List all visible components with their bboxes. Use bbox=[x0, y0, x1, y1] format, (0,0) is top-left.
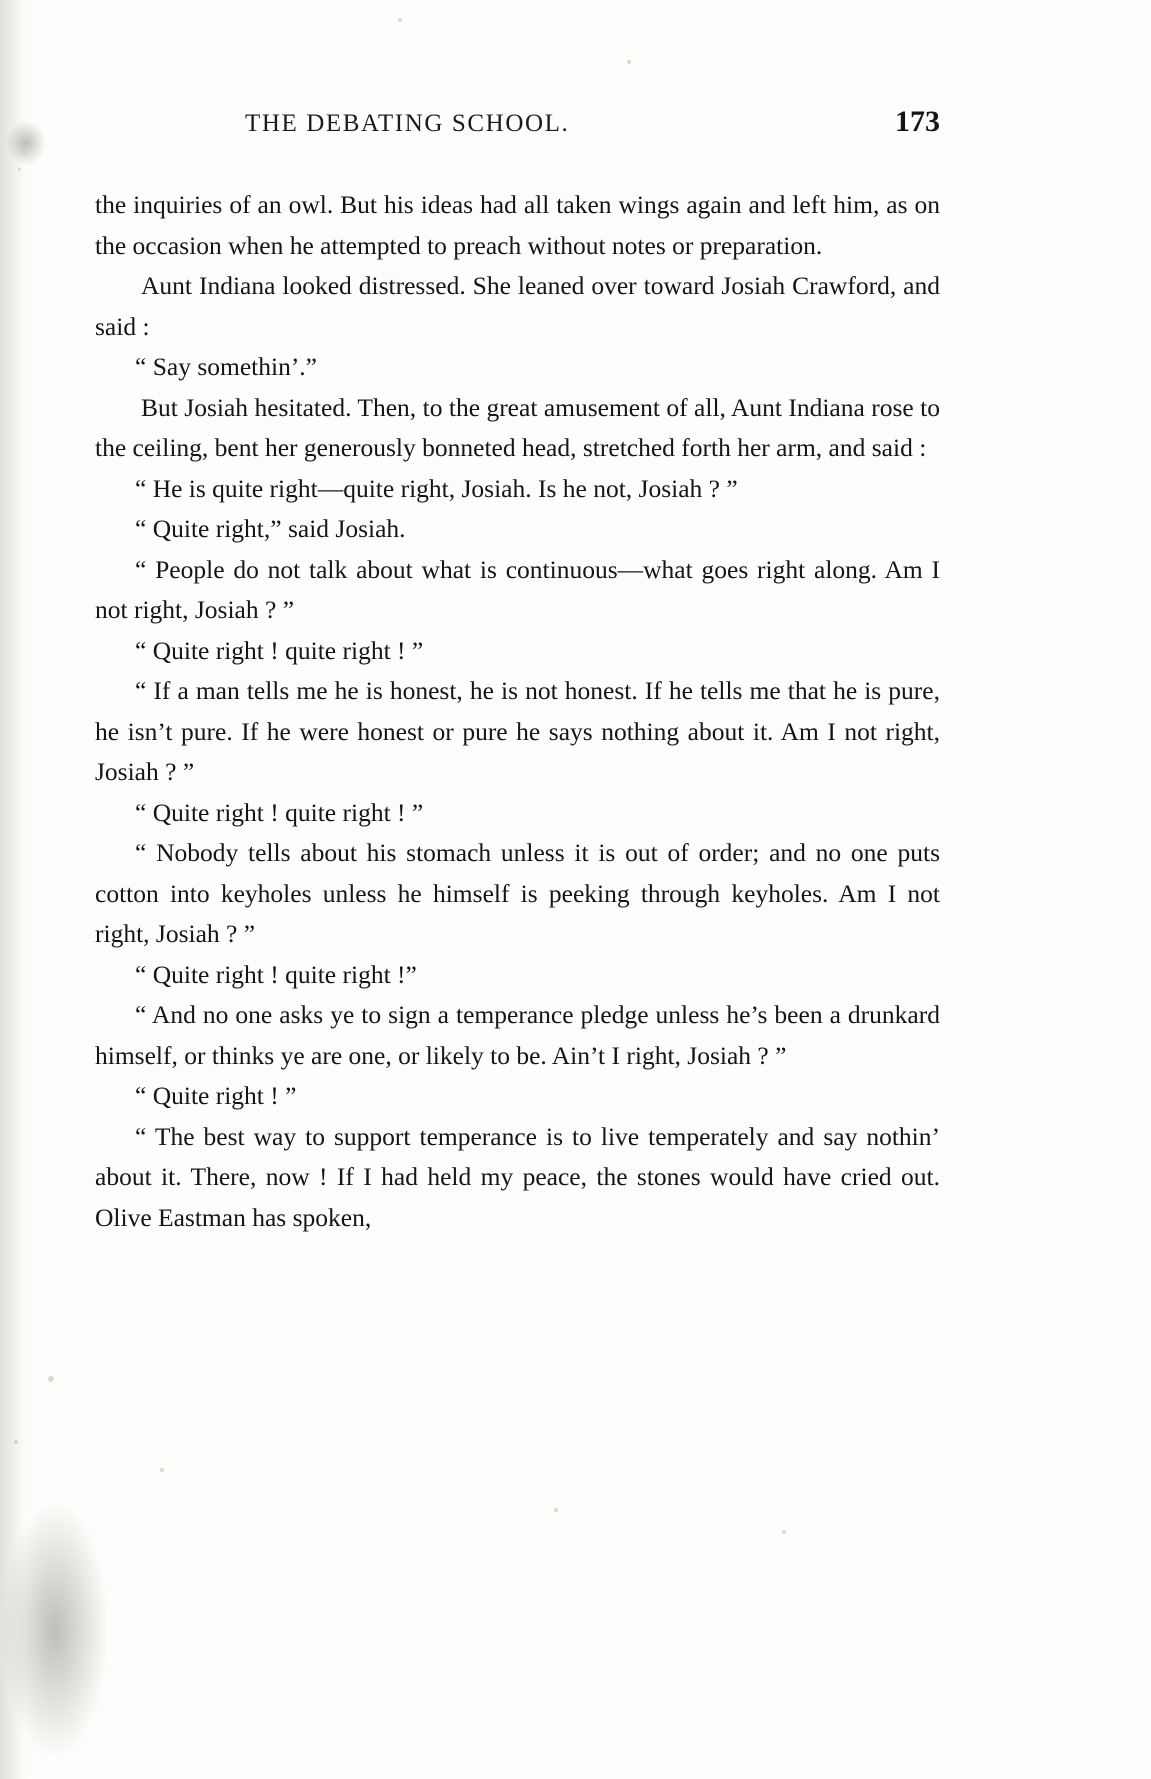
page-number: 173 bbox=[895, 105, 940, 138]
scan-smudge-bottom-left bbox=[0, 1500, 110, 1760]
paragraph: “ Nobody tells about his stomach unless it is out of order; and no one puts cotton into keyholes unless he himself is peeking through keyholes. Am I not right, Josiah ? ” bbox=[95, 838, 940, 948]
scan-smudge-top-left bbox=[6, 120, 46, 166]
page-content bbox=[95, 105, 940, 1238]
paragraph: “ And no one asks ye to sign a temperance pledge unless he’s been a drunkard himself, or thinks ye are one, or likely to be. Ain’t I right, Josiah ? ” bbox=[95, 1000, 940, 1070]
scan-speckle-f bbox=[627, 60, 631, 64]
paragraph: “ People do not talk about what is continuous—what goes right along. Am I not right, Josiah ? ” bbox=[95, 554, 940, 624]
page-header bbox=[95, 105, 940, 139]
scan-speckle-g bbox=[160, 1468, 164, 1472]
scan-speckle-a bbox=[22, 150, 26, 154]
running-title: THE DEBATING SCHOOL. bbox=[245, 110, 570, 137]
body-text bbox=[95, 185, 940, 1238]
scan-speckle-d bbox=[14, 1440, 18, 1444]
paragraph: “ If a man tells me he is honest, he is not honest. If he tells me that he is pure, he isn’t pure. If he were honest or pure he says nothing about it. Am I not right, Josiah ? ” bbox=[95, 676, 940, 786]
paragraph: “ Quite right,” said Josiah. bbox=[135, 514, 406, 543]
paragraph: But Josiah hesitated. Then, to the great amusement of all, Aunt Indiana rose to the ceiling, bent her generously bonneted head, stretched forth her arm, and said : bbox=[95, 392, 940, 462]
paragraph: “ He is quite right—quite right, Josiah. Is he not, Josiah ? ” bbox=[135, 473, 738, 503]
paragraph: “ Quite right ! quite right ! ” bbox=[135, 635, 424, 665]
scan-speckle-b bbox=[18, 168, 21, 171]
paragraph: “ The best way to support temperance is to live temperately and say nothin’ about it. There, now ! If I had held my peace, the stones would have cried out. Olive Eastman has spoken, bbox=[95, 1121, 940, 1232]
paragraph: “ Quite right ! ” bbox=[135, 1081, 297, 1110]
paragraph: the inquiries of an owl. But his ideas had all taken wings again and left him, as on the occasion when he attempted to preach without notes or preparation. bbox=[95, 190, 940, 260]
paragraph: “ Say somethin’.” bbox=[135, 352, 317, 381]
scan-speckle-c bbox=[48, 1376, 54, 1382]
scan-speckle-h bbox=[554, 1508, 558, 1512]
scan-speckle-i bbox=[782, 1530, 786, 1534]
paragraph: “ Quite right ! quite right ! ” bbox=[135, 797, 424, 827]
paragraph: Aunt Indiana looked distressed. She leaned over toward Josiah Crawford, and said : bbox=[95, 271, 940, 341]
paragraph: “ Quite right ! quite right !” bbox=[135, 959, 417, 989]
scan-speckle-e bbox=[398, 18, 402, 22]
